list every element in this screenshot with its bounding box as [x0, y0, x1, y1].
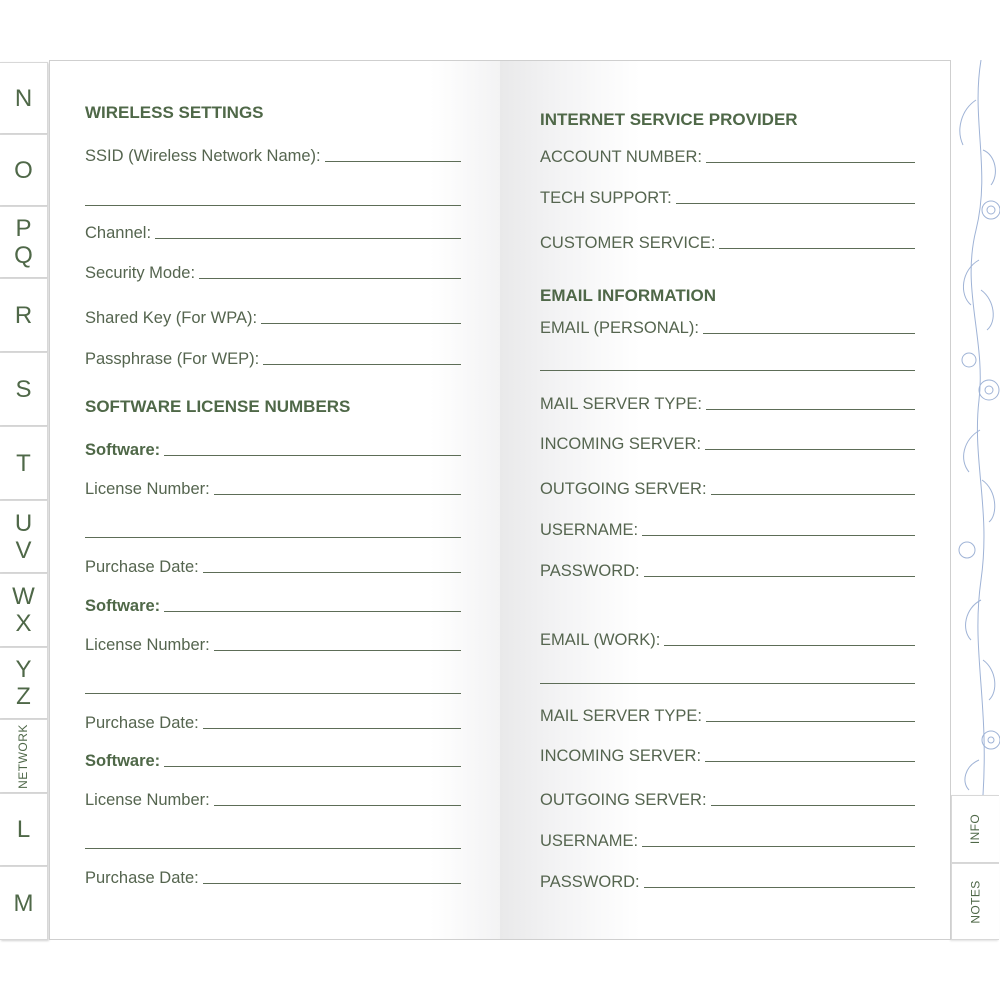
- mail-server-type-2-line[interactable]: [706, 721, 915, 722]
- username-2-label: USERNAME:: [540, 832, 639, 850]
- password-1-label: PASSWORD:: [540, 562, 640, 580]
- tab-wx[interactable]: [0, 573, 48, 647]
- security-mode-label: Security Mode:: [85, 264, 196, 282]
- tab-label: P: [15, 215, 32, 242]
- customer-service-line[interactable]: [719, 248, 915, 249]
- passphrase-field[interactable]: [85, 350, 461, 369]
- security-mode-line[interactable]: [199, 278, 461, 279]
- incoming-server-1-field[interactable]: [540, 435, 915, 454]
- license-3-line-2[interactable]: [85, 848, 461, 849]
- isp-heading: INTERNET SERVICE PROVIDER: [540, 110, 798, 129]
- security-mode-field[interactable]: [85, 264, 461, 283]
- shared-key-label: Shared Key (For WPA):: [85, 309, 258, 327]
- email-work-label: EMAIL (WORK):: [540, 631, 661, 649]
- license-2-line-2[interactable]: [85, 693, 461, 694]
- software-3-label: Software:: [85, 752, 161, 770]
- tab-label: R: [14, 301, 33, 329]
- license-2-line[interactable]: [214, 650, 461, 651]
- shared-key-field[interactable]: [85, 309, 461, 328]
- license-3-label: License Number:: [85, 791, 210, 809]
- tab-label: NETWORK: [16, 723, 30, 789]
- incoming-server-2-label: INCOMING SERVER:: [540, 747, 702, 765]
- tab-pq[interactable]: [0, 206, 48, 278]
- outgoing-server-2-line[interactable]: [711, 805, 915, 806]
- tab-label-2: X: [15, 610, 32, 637]
- password-1-field[interactable]: [540, 562, 915, 581]
- tab-s[interactable]: [0, 352, 48, 426]
- email-info-heading: EMAIL INFORMATION: [540, 286, 716, 305]
- ssid-label: SSID (Wireless Network Name):: [85, 147, 321, 165]
- software-1-field[interactable]: [85, 441, 461, 460]
- username-2-field[interactable]: [540, 832, 915, 851]
- tab-l[interactable]: [0, 793, 48, 866]
- tab-yz[interactable]: [0, 647, 48, 719]
- software-2-field[interactable]: [85, 597, 461, 616]
- outgoing-server-1-field[interactable]: [540, 480, 915, 499]
- purchase-2-label: Purchase Date:: [85, 714, 199, 732]
- outgoing-server-1-label: OUTGOING SERVER:: [540, 480, 707, 498]
- floral-drawing: [951, 60, 1000, 795]
- incoming-server-1-label: INCOMING SERVER:: [540, 435, 702, 453]
- password-2-field[interactable]: [540, 873, 915, 892]
- purchase-2-line[interactable]: [203, 728, 461, 729]
- floral-illustration: [951, 60, 1000, 795]
- tab-n[interactable]: [0, 62, 48, 134]
- ssid-line[interactable]: [325, 161, 461, 162]
- purchase-1-label: Purchase Date:: [85, 558, 199, 576]
- tech-support-line[interactable]: [676, 203, 915, 204]
- email-work-line[interactable]: [664, 645, 915, 646]
- ssid-field[interactable]: [85, 147, 461, 166]
- tab-uv[interactable]: [0, 500, 48, 573]
- incoming-server-2-line[interactable]: [705, 761, 915, 762]
- ssid-line-2[interactable]: [85, 205, 461, 206]
- tab-o[interactable]: [0, 134, 48, 206]
- software-1-line[interactable]: [164, 455, 461, 456]
- software-2-label: Software:: [85, 597, 161, 615]
- email-personal-line[interactable]: [703, 333, 915, 334]
- license-3-line[interactable]: [214, 805, 461, 806]
- book-spread: [49, 60, 951, 940]
- tab-network[interactable]: [0, 719, 48, 793]
- customer-service-field[interactable]: [540, 234, 915, 253]
- tab-r[interactable]: [0, 278, 48, 352]
- password-1-line[interactable]: [644, 576, 915, 577]
- tab-label: INFO: [968, 813, 983, 845]
- username-1-line[interactable]: [642, 535, 915, 536]
- account-number-line[interactable]: [706, 162, 915, 163]
- incoming-server-1-line[interactable]: [705, 449, 915, 450]
- purchase-1-field[interactable]: [85, 558, 461, 577]
- account-number-field[interactable]: [540, 148, 915, 167]
- purchase-3-line[interactable]: [203, 883, 461, 884]
- license-1-line[interactable]: [214, 494, 461, 495]
- outgoing-server-2-label: OUTGOING SERVER:: [540, 791, 707, 809]
- customer-service-label: CUSTOMER SERVICE:: [540, 234, 716, 252]
- passphrase-line[interactable]: [263, 364, 461, 365]
- license-1-field[interactable]: [85, 480, 461, 499]
- tab-label: S: [15, 375, 32, 403]
- tab-label: L: [16, 816, 31, 843]
- tab-label-2: V: [15, 536, 32, 564]
- software-1-label: Software:: [85, 441, 161, 459]
- tab-label-2: Z: [16, 683, 31, 710]
- tab-label: N: [14, 84, 33, 112]
- tech-support-field[interactable]: [540, 189, 915, 208]
- purchase-1-line[interactable]: [203, 572, 461, 573]
- email-work-field[interactable]: [540, 631, 915, 650]
- tab-t[interactable]: [0, 426, 48, 500]
- tab-label: W: [12, 583, 35, 610]
- shared-key-line[interactable]: [261, 323, 461, 324]
- channel-label: Channel:: [85, 224, 152, 242]
- software-3-field[interactable]: [85, 752, 461, 771]
- license-1-line-2[interactable]: [85, 537, 461, 538]
- tab-label: M: [13, 889, 34, 917]
- tab-label-2: Q: [14, 242, 33, 269]
- tech-support-label: TECH SUPPORT:: [540, 189, 672, 207]
- email-personal-label: EMAIL (PERSONAL):: [540, 319, 699, 337]
- purchase-3-field[interactable]: [85, 869, 461, 888]
- mail-server-type-1-line[interactable]: [706, 409, 915, 410]
- tab-info[interactable]: [951, 795, 999, 863]
- tab-notes[interactable]: [951, 863, 999, 940]
- tab-label: U: [14, 509, 33, 537]
- wireless-settings-heading: WIRELESS SETTINGS: [85, 103, 264, 122]
- passphrase-label: Passphrase (For WEP):: [85, 350, 260, 368]
- outgoing-server-1-line[interactable]: [711, 494, 915, 495]
- license-2-label: License Number:: [85, 636, 210, 654]
- username-1-field[interactable]: [540, 521, 915, 540]
- email-personal-field[interactable]: [540, 319, 915, 338]
- outgoing-server-2-field[interactable]: [540, 791, 915, 810]
- purchase-2-field[interactable]: [85, 714, 461, 733]
- software-license-heading: SOFTWARE LICENSE NUMBERS: [85, 397, 351, 416]
- password-2-line[interactable]: [644, 887, 915, 888]
- mail-server-type-1-label: MAIL SERVER TYPE:: [540, 395, 703, 413]
- tab-label: NOTES: [968, 879, 983, 924]
- purchase-3-label: Purchase Date:: [85, 869, 199, 887]
- tab-label: T: [16, 449, 31, 477]
- mail-server-type-2-field[interactable]: [540, 707, 915, 726]
- license-2-field[interactable]: [85, 636, 461, 655]
- tab-m[interactable]: [0, 866, 48, 940]
- email-work-line-2[interactable]: [540, 683, 915, 684]
- tab-label: Y: [15, 656, 32, 683]
- channel-line[interactable]: [155, 238, 461, 239]
- software-3-line[interactable]: [164, 766, 461, 767]
- license-1-label: License Number:: [85, 480, 210, 498]
- username-1-label: USERNAME:: [540, 521, 639, 539]
- mail-server-type-2-label: MAIL SERVER TYPE:: [540, 707, 703, 725]
- email-personal-line-2[interactable]: [540, 370, 915, 371]
- incoming-server-2-field[interactable]: [540, 747, 915, 766]
- software-2-line[interactable]: [164, 611, 461, 612]
- channel-field[interactable]: [85, 224, 461, 243]
- tab-label: O: [14, 156, 33, 184]
- license-3-field[interactable]: [85, 791, 461, 810]
- account-number-label: ACCOUNT NUMBER:: [540, 148, 702, 166]
- password-2-label: PASSWORD:: [540, 873, 640, 891]
- mail-server-type-1-field[interactable]: [540, 395, 915, 414]
- username-2-line[interactable]: [642, 846, 915, 847]
